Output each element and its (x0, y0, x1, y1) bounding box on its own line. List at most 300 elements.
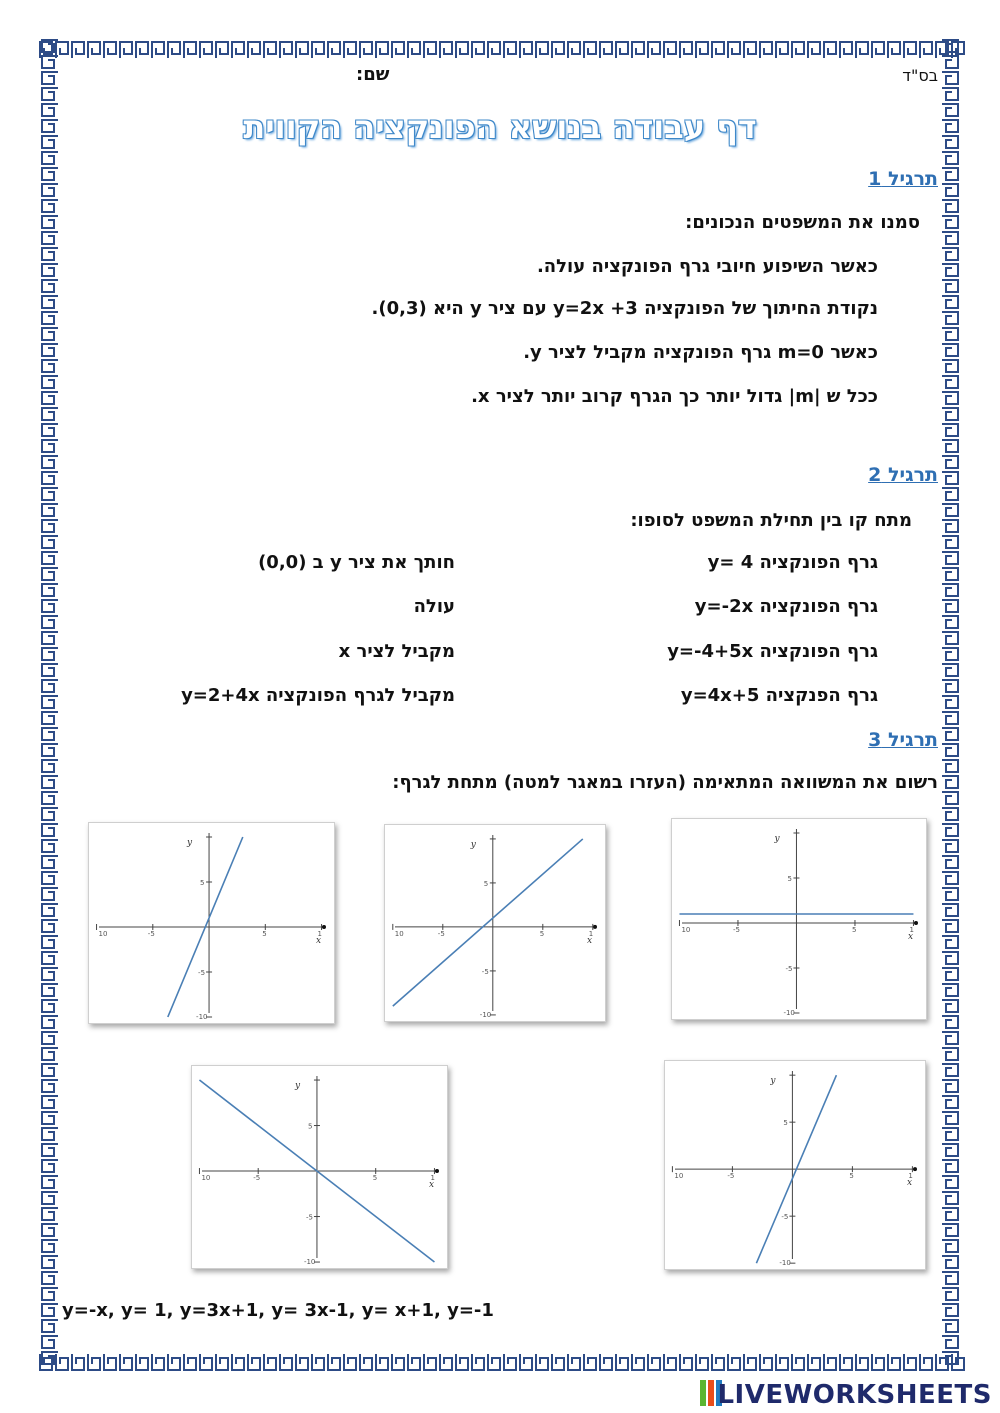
tick-label: -10 (479, 1010, 492, 1019)
tick-label: 5 (372, 1174, 378, 1183)
graph-2 (384, 824, 606, 1022)
border-motif (296, 1354, 308, 1370)
tick-label: -5 (198, 969, 206, 977)
tick-label: 1 (317, 930, 323, 938)
border-motif (942, 1144, 958, 1156)
border-motif (942, 568, 958, 580)
border-motif (942, 1304, 958, 1316)
border-motif (344, 42, 356, 58)
border-motif (408, 42, 420, 58)
border-motif (942, 1272, 958, 1284)
border-motif (504, 1354, 516, 1370)
y-axis-label: y (774, 834, 780, 844)
border-motif (42, 520, 58, 532)
match-right-item[interactable]: מקביל לציר x (338, 641, 455, 662)
exercise-1-item[interactable]: נקודת החיתוך של הפונקציה y=2x +3 עם ציר y היא (0,3). (371, 298, 878, 319)
x-axis-label: x (587, 935, 593, 946)
border-motif (232, 1354, 244, 1370)
border-motif (942, 296, 958, 308)
border-motif (744, 1354, 756, 1370)
border-motif (942, 872, 958, 884)
tick-label: -5 (727, 1172, 735, 1181)
border-motif (942, 1240, 958, 1252)
border-motif (744, 42, 756, 58)
border-motif (942, 664, 958, 676)
border-motif (942, 1080, 958, 1092)
border-motif (568, 1354, 580, 1370)
border-motif (792, 1354, 804, 1370)
border-motif (504, 42, 516, 58)
border-motif (648, 42, 660, 58)
border-motif (72, 1354, 84, 1370)
border-motif (942, 1048, 958, 1060)
border-motif (42, 840, 58, 852)
tick-label: 10 (674, 1172, 684, 1181)
border-motif (42, 232, 58, 244)
exercise-3-instruction: רשום את המשוואה המתאימה (העזרו במאגר למטה) מתחת לגרף: (392, 772, 938, 793)
border-motif (328, 42, 340, 58)
tick-label: 5 (539, 929, 545, 938)
border-motif (856, 42, 868, 58)
border-motif (942, 424, 958, 436)
border-motif (760, 42, 772, 58)
border-motif (42, 344, 58, 356)
tick-label: 5 (483, 879, 489, 888)
tick-label: 1 (909, 926, 914, 934)
border-motif (942, 808, 958, 820)
border-motif (88, 1354, 100, 1370)
border-motif (42, 200, 58, 212)
border-motif (42, 648, 58, 660)
border-motif (776, 42, 788, 58)
border-motif (942, 120, 958, 132)
border-motif (42, 440, 58, 452)
border-motif (942, 920, 958, 932)
tick-label: 10 (98, 930, 108, 938)
border-motif (42, 1288, 58, 1300)
border-motif (42, 504, 58, 516)
border-motif (42, 904, 58, 916)
border-motif (42, 168, 58, 180)
border-motif (42, 728, 58, 740)
border-motif (424, 42, 436, 58)
tick-label: 1 (430, 1174, 435, 1183)
tick-label: 5 (262, 930, 267, 938)
border-motif (942, 840, 958, 852)
border-motif (42, 808, 58, 820)
border-motif (920, 1354, 932, 1370)
border-motif (856, 1354, 868, 1370)
border-motif (942, 552, 958, 564)
border-motif (120, 42, 132, 58)
border-motif (664, 42, 676, 58)
tick-label: 10 (681, 926, 691, 934)
border-motif (942, 792, 958, 804)
border-motif (184, 1354, 196, 1370)
graph-4 (191, 1065, 448, 1269)
border-motif (42, 856, 58, 868)
border-motif (942, 1256, 958, 1268)
border-motif (136, 1354, 148, 1370)
border-motif (942, 760, 958, 772)
border-motif (42, 1160, 58, 1172)
border-motif (942, 712, 958, 724)
border-motif (942, 88, 958, 100)
border-motif (42, 1336, 58, 1348)
border-motif (56, 1354, 68, 1370)
border-motif (712, 42, 724, 58)
border-motif (216, 42, 228, 58)
border-motif (42, 584, 58, 596)
exercise-1-heading: תרגיל 1 (868, 168, 938, 190)
tick-label: 10 (394, 929, 404, 938)
border-motif (942, 1112, 958, 1124)
border-motif (942, 1224, 958, 1236)
border-motif (168, 42, 180, 58)
border-motif (520, 1354, 532, 1370)
border-motif (42, 616, 58, 628)
border-motif (942, 56, 958, 68)
border-motif (200, 42, 212, 58)
border-motif (42, 1320, 58, 1332)
tick-label: 1 (908, 1172, 913, 1181)
border-motif (42, 376, 58, 388)
border-motif (264, 1354, 276, 1370)
border-motif (42, 664, 58, 676)
border-motif (296, 42, 308, 58)
border-motif (42, 744, 58, 756)
border-motif (942, 632, 958, 644)
border-motif (760, 1354, 772, 1370)
border-motif (42, 1192, 58, 1204)
x-axis-label: x (908, 932, 914, 942)
border-motif (200, 1354, 212, 1370)
border-motif (942, 456, 958, 468)
border-motif (376, 42, 388, 58)
border-motif (942, 264, 958, 276)
border-motif (872, 42, 884, 58)
border-motif (648, 1354, 660, 1370)
border-motif (942, 776, 958, 788)
border-motif (728, 42, 740, 58)
tick-label: -10 (783, 1009, 795, 1017)
border-motif (600, 42, 612, 58)
border-motif (680, 1354, 692, 1370)
name-label: שם: (356, 64, 390, 85)
border-motif (488, 42, 500, 58)
border-motif (42, 104, 58, 116)
tick-label: 5 (783, 1119, 788, 1128)
y-axis-label: y (294, 1081, 301, 1091)
match-left-item[interactable]: גרף הפונקציה y=-2x (694, 596, 878, 617)
border-motif (942, 1192, 958, 1204)
border-motif (942, 184, 958, 196)
border-motif (42, 72, 58, 84)
border-motif (942, 520, 958, 532)
exercise-1-item[interactable]: כאשר m=0 גרף הפונקציה מקביל לציר y. (523, 342, 878, 363)
border-motif (42, 680, 58, 692)
border-motif (942, 696, 958, 708)
border-motif (942, 504, 958, 516)
border-motif (42, 712, 58, 724)
border-motif (942, 728, 958, 740)
match-left-item[interactable]: גרף הפונקציה y= 4 (707, 552, 878, 573)
border-motif (42, 1096, 58, 1108)
border-motif (942, 1160, 958, 1172)
border-motif (42, 296, 58, 308)
border-motif (360, 42, 372, 58)
border-motif (942, 1064, 958, 1076)
border-motif (904, 42, 916, 58)
border-motif (942, 344, 958, 356)
border-motif (792, 42, 804, 58)
border-motif (42, 776, 58, 788)
border-motif (520, 42, 532, 58)
tick-label: -5 (781, 1213, 789, 1222)
border-motif (42, 1064, 58, 1076)
border-motif (42, 632, 58, 644)
border-motif (942, 1320, 958, 1332)
border-motif (942, 168, 958, 180)
tick-label: -5 (437, 929, 445, 938)
exercise-1-item[interactable]: ככל ש |m| גדול יותר כך הגרף קרוב יותר לציר x. (471, 386, 878, 407)
border-motif (472, 42, 484, 58)
border-motif (840, 1354, 852, 1370)
x-axis-arrow (914, 921, 918, 925)
border-motif (942, 1096, 958, 1108)
border-motif (42, 568, 58, 580)
border-motif (942, 616, 958, 628)
border-motif (942, 200, 958, 212)
x-axis-arrow (593, 925, 597, 929)
border-motif (152, 1354, 164, 1370)
exercise-2-heading: תרגיל 2 (868, 464, 938, 486)
border-motif (888, 42, 900, 58)
border-motif (942, 1288, 958, 1300)
border-motif (456, 1354, 468, 1370)
border-motif (42, 216, 58, 228)
border-motif (392, 1354, 404, 1370)
border-motif (536, 1354, 548, 1370)
border-motif (776, 1354, 788, 1370)
border-motif (942, 280, 958, 292)
match-left-item[interactable]: גרף הפנקציה y=4x+5 (680, 685, 878, 706)
border-motif (264, 42, 276, 58)
exercise-2-instruction: מתח קו בין תחילת המשפט לסופו: (630, 510, 912, 531)
border-motif (942, 600, 958, 612)
border-motif (942, 360, 958, 372)
border-motif (42, 1240, 58, 1252)
border-motif (942, 104, 958, 116)
border-motif (942, 1032, 958, 1044)
border-motif (42, 1144, 58, 1156)
x-axis-label: x (316, 936, 322, 946)
border-motif (552, 1354, 564, 1370)
border-motif (42, 984, 58, 996)
border-motif (942, 744, 958, 756)
border-motif (942, 440, 958, 452)
border-motif (42, 1128, 58, 1140)
border-motif (568, 42, 580, 58)
tick-label: -5 (147, 930, 155, 938)
exercise-1-instruction: סמנו את המשפטים הנכונים: (685, 212, 920, 233)
exercise-3-heading: תרגיל 3 (868, 729, 938, 751)
border-motif (280, 42, 292, 58)
border-motif (942, 888, 958, 900)
border-motif (42, 1048, 58, 1060)
border-motif (942, 952, 958, 964)
match-left-item[interactable]: גרף הפונקציה y=-4+5x (667, 641, 878, 662)
border-motif (456, 42, 468, 58)
border-motif (942, 488, 958, 500)
graph-1 (88, 822, 335, 1024)
tick-label: 5 (307, 1122, 313, 1131)
border-motif (942, 584, 958, 596)
border-motif (42, 248, 58, 260)
border-motif (232, 42, 244, 58)
function-line (393, 839, 583, 1006)
match-right-item[interactable]: חותך את ציר y ב (0,0) (258, 552, 455, 573)
border-motif (184, 42, 196, 58)
tick-label: 5 (851, 926, 857, 934)
border-motif (344, 1354, 356, 1370)
border-motif (312, 1354, 324, 1370)
border-motif (728, 1354, 740, 1370)
border-motif (104, 42, 116, 58)
border-motif (904, 1354, 916, 1370)
border-motif (42, 1000, 58, 1012)
border-motif (42, 136, 58, 148)
tick-label: -5 (732, 926, 740, 934)
border-motif (248, 1354, 260, 1370)
x-axis-label: x (907, 1178, 913, 1189)
border-motif (942, 904, 958, 916)
y-axis-label: y (770, 1076, 776, 1086)
border-motif (808, 1354, 820, 1370)
border-motif (584, 1354, 596, 1370)
tick-label: 5 (849, 1172, 854, 1181)
border-motif (360, 1354, 372, 1370)
border-motif (696, 1354, 708, 1370)
graph-5 (664, 1060, 926, 1270)
match-right-item[interactable]: עולה (413, 596, 455, 617)
border-motif (920, 42, 932, 58)
border-motif (312, 42, 324, 58)
border-motif (440, 42, 452, 58)
border-motif (42, 760, 58, 772)
tick-label: -10 (196, 1013, 208, 1021)
border-motif (942, 232, 958, 244)
border-motif (42, 472, 58, 484)
border-motif (942, 72, 958, 84)
border-motif (42, 888, 58, 900)
x-axis-arrow (322, 925, 326, 929)
graph-3 (671, 818, 927, 1020)
border-motif (42, 920, 58, 932)
border-motif (42, 1176, 58, 1188)
border-motif (942, 1128, 958, 1140)
border-motif (42, 392, 58, 404)
border-motif (616, 42, 628, 58)
x-axis-arrow (913, 1167, 917, 1171)
border-motif (42, 936, 58, 948)
border-motif (712, 1354, 724, 1370)
border-motif (42, 696, 58, 708)
y-axis-label: y (187, 838, 193, 848)
border-motif (42, 120, 58, 132)
border-motif (42, 1304, 58, 1316)
border-motif (942, 392, 958, 404)
border-motif (42, 1080, 58, 1092)
border-motif (42, 1272, 58, 1284)
border-motif (536, 42, 548, 58)
border-motif (104, 1354, 116, 1370)
border-motif (42, 424, 58, 436)
border-motif (942, 136, 958, 148)
tick-label: 5 (200, 879, 205, 887)
border-motif (42, 1112, 58, 1124)
border-motif (42, 328, 58, 340)
border-motif (88, 42, 100, 58)
border-motif (942, 216, 958, 228)
border-motif (632, 42, 644, 58)
tick-label: 5 (787, 875, 792, 883)
border-motif (942, 1176, 958, 1188)
border-motif (824, 42, 836, 58)
border-motif (942, 936, 958, 948)
border-motif (616, 1354, 628, 1370)
border-motif (42, 536, 58, 548)
border-motif (942, 856, 958, 868)
border-motif (42, 968, 58, 980)
border-motif (942, 536, 958, 548)
border-motif (942, 1016, 958, 1028)
tick-label: -10 (779, 1259, 791, 1268)
border-motif (942, 648, 958, 660)
border-motif (696, 42, 708, 58)
border-motif (120, 1354, 132, 1370)
border-motif (42, 824, 58, 836)
exercise-1-item[interactable]: כאשר השיפוע חיובי גרף הפונקציה עולה. (536, 256, 878, 277)
border-motif (942, 328, 958, 340)
border-motif (42, 264, 58, 276)
border-motif (42, 1256, 58, 1268)
border-motif (824, 1354, 836, 1370)
match-right-item[interactable]: מקביל לגרף הפונקציה y=2+4x (181, 685, 455, 706)
liveworksheets-brand: LIVEWORKSHEETS (717, 1380, 992, 1410)
tick-label: 10 (201, 1174, 211, 1183)
border-motif (942, 152, 958, 164)
border-motif (600, 1354, 612, 1370)
border-motif (42, 152, 58, 164)
besad-label: בס"ד (902, 66, 938, 85)
border-motif (42, 952, 58, 964)
tick-label: -5 (305, 1213, 313, 1222)
border-motif (248, 42, 260, 58)
border-motif (440, 1354, 452, 1370)
border-motif (42, 872, 58, 884)
border-motif (942, 1208, 958, 1220)
border-motif (42, 1032, 58, 1044)
border-motif (424, 1354, 436, 1370)
tick-label: -5 (785, 965, 793, 973)
border-motif (42, 312, 58, 324)
border-motif (680, 42, 692, 58)
border-motif (632, 1354, 644, 1370)
border-motif (942, 968, 958, 980)
tick-label: -10 (303, 1258, 316, 1267)
border-motif (42, 408, 58, 420)
